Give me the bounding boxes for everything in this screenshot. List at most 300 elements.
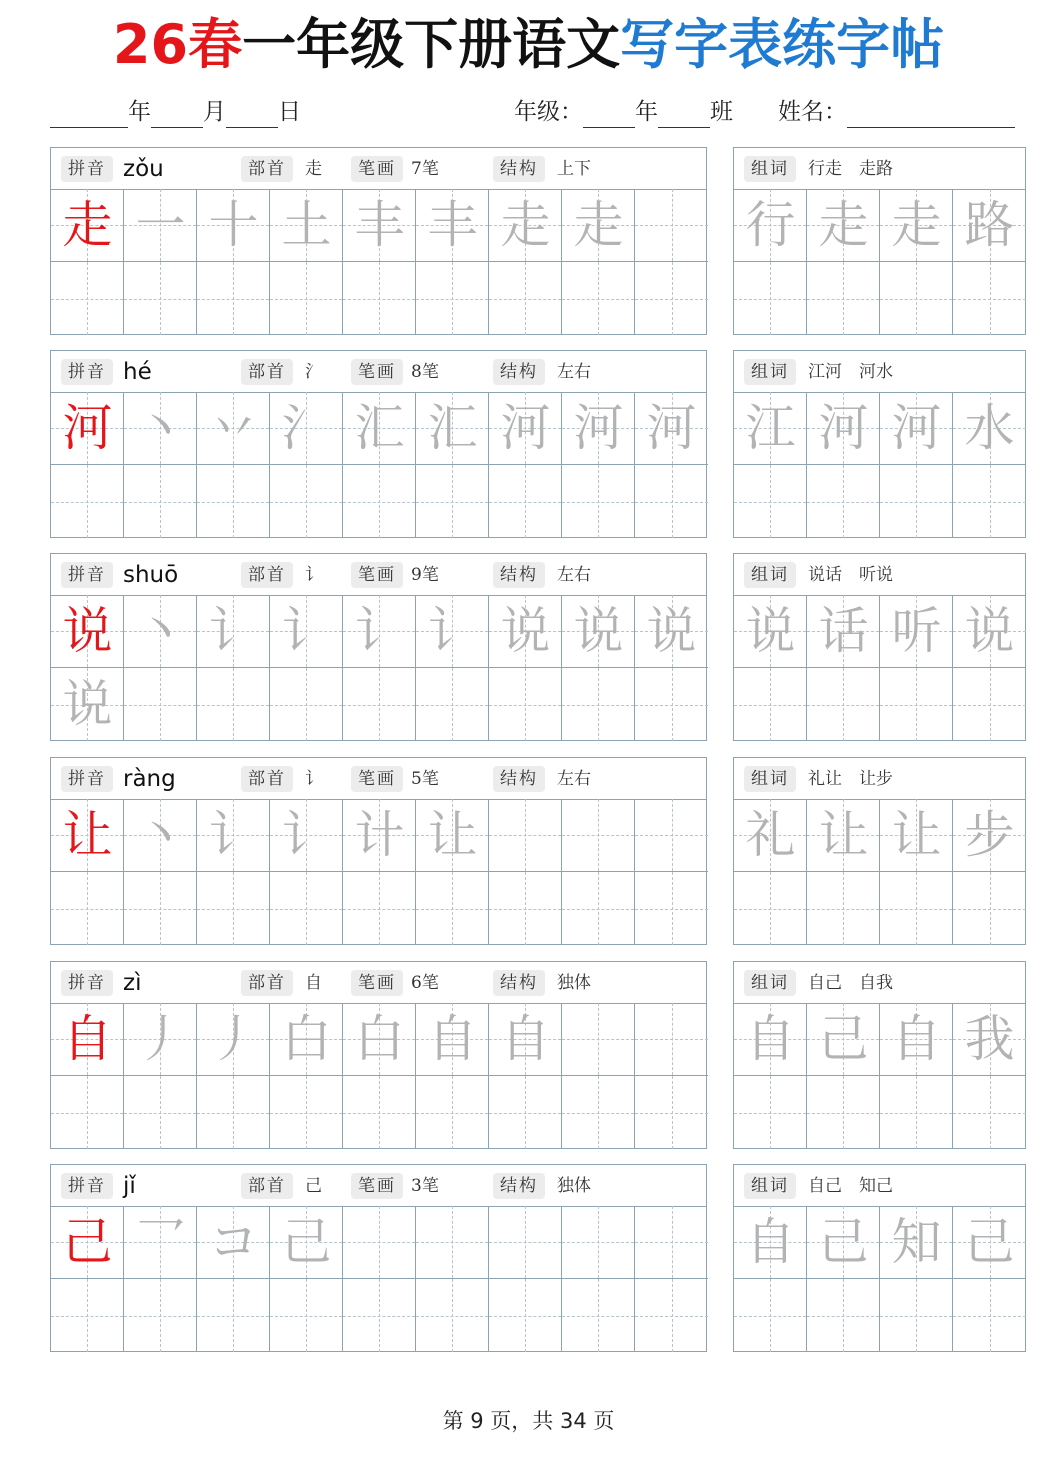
strokes-label: 笔画 xyxy=(351,562,403,588)
trace-character: 河 xyxy=(573,399,624,457)
word-trace-character: 己 xyxy=(964,1213,1015,1271)
grid-cell[interactable] xyxy=(416,1279,489,1352)
grid-cell[interactable] xyxy=(270,668,343,741)
pinyin-label: 拼音 xyxy=(61,156,113,182)
radical-value: 讠 xyxy=(305,565,322,585)
grid-cell[interactable] xyxy=(807,1076,880,1149)
grid-cell[interactable] xyxy=(489,465,562,538)
trace-character: 土 xyxy=(281,196,332,254)
grid-cell[interactable] xyxy=(562,262,635,335)
word-trace-character: 河 xyxy=(818,399,869,457)
grid-cell[interactable] xyxy=(416,262,489,335)
practice-grid xyxy=(51,392,708,538)
grid-cell[interactable] xyxy=(197,1076,270,1149)
radical-label: 部首 xyxy=(241,766,293,792)
grid-cell[interactable] xyxy=(416,799,489,872)
pinyin-value: zì xyxy=(123,970,142,996)
grid-cell[interactable] xyxy=(562,189,635,262)
grid-cell[interactable] xyxy=(880,872,953,945)
grid-cell[interactable] xyxy=(270,595,343,668)
grid-cell[interactable] xyxy=(562,1076,635,1149)
grid-cell[interactable] xyxy=(807,595,880,668)
grid-cell[interactable] xyxy=(635,872,708,945)
grid-cell[interactable] xyxy=(343,799,416,872)
grid-cell[interactable] xyxy=(270,1206,343,1279)
char-info-row xyxy=(51,758,706,800)
practice-grid xyxy=(51,1003,708,1149)
grid-cell[interactable] xyxy=(270,1279,343,1352)
grid-cell[interactable] xyxy=(124,392,197,465)
words-label: 组词 xyxy=(744,1173,796,1199)
date-name-line: 年 月 日 年级： 年 班 姓名： xyxy=(50,96,1025,130)
grid-cell[interactable] xyxy=(953,189,1026,262)
grid-cell[interactable] xyxy=(734,668,807,741)
stroke-practice-box xyxy=(50,1164,707,1352)
trace-character: 自 xyxy=(500,1010,551,1068)
grid-cell[interactable] xyxy=(270,189,343,262)
grid-cell[interactable] xyxy=(635,392,708,465)
strokes-label: 笔画 xyxy=(351,359,403,385)
model-character: 说 xyxy=(62,602,113,660)
grid-cell[interactable] xyxy=(489,189,562,262)
grid-cell[interactable] xyxy=(416,465,489,538)
trace-character: 自 xyxy=(427,1010,478,1068)
grid-cell[interactable] xyxy=(51,799,124,872)
trace-character: 说 xyxy=(500,602,551,660)
grid-cell[interactable] xyxy=(807,262,880,335)
structure-value: 独体 xyxy=(557,1176,591,1196)
strokes-label: 笔画 xyxy=(351,766,403,792)
word-grid xyxy=(734,392,1026,538)
words-label: 组词 xyxy=(744,766,796,792)
stroke-practice-box xyxy=(50,961,707,1149)
word-trace-character: 己 xyxy=(818,1213,869,1271)
words-info-row xyxy=(734,148,1025,190)
grid-cell[interactable] xyxy=(734,1279,807,1352)
structure-label: 结构 xyxy=(493,562,545,588)
grid-cell[interactable] xyxy=(51,1206,124,1279)
grid-cell[interactable] xyxy=(343,1076,416,1149)
stroke-practice-box xyxy=(50,757,707,945)
grid-cell[interactable] xyxy=(416,872,489,945)
grid-cell[interactable] xyxy=(124,1076,197,1149)
word-practice-box xyxy=(733,350,1026,538)
grid-cell[interactable] xyxy=(807,1279,880,1352)
grid-cell[interactable] xyxy=(124,668,197,741)
trace-character: 计 xyxy=(354,806,405,864)
trace-character: 白 xyxy=(281,1010,332,1068)
grid-cell[interactable] xyxy=(416,1206,489,1279)
structure-label: 结构 xyxy=(493,156,545,182)
grid-cell[interactable] xyxy=(880,595,953,668)
trace-character: 白 xyxy=(354,1010,405,1068)
pinyin-label: 拼音 xyxy=(61,359,113,385)
grid-cell[interactable] xyxy=(51,465,124,538)
pinyin-value: zǒu xyxy=(123,156,164,182)
structure-label: 结构 xyxy=(493,970,545,996)
word-practice-box xyxy=(733,757,1026,945)
grid-cell[interactable] xyxy=(489,799,562,872)
grid-cell[interactable] xyxy=(51,595,124,668)
grid-cell[interactable] xyxy=(953,392,1026,465)
grid-cell[interactable] xyxy=(807,872,880,945)
words-info-row xyxy=(734,1165,1025,1207)
grid-cell[interactable] xyxy=(51,262,124,335)
grid-cell[interactable] xyxy=(953,262,1026,335)
pinyin-value: shuō xyxy=(123,562,179,588)
word-trace-character: 步 xyxy=(964,806,1015,864)
grid-cell[interactable] xyxy=(807,392,880,465)
trace-character: 丷 xyxy=(208,399,259,457)
grid-cell[interactable] xyxy=(343,1003,416,1076)
grid-cell[interactable] xyxy=(953,799,1026,872)
grid-cell[interactable] xyxy=(489,392,562,465)
trace-character: 乛 xyxy=(135,1213,186,1271)
grid-cell[interactable] xyxy=(489,668,562,741)
trace-character: コ xyxy=(208,1213,259,1271)
grid-cell[interactable] xyxy=(635,668,708,741)
word-trace-character: 水 xyxy=(964,399,1015,457)
grid-cell[interactable] xyxy=(635,465,708,538)
grid-cell[interactable] xyxy=(635,1076,708,1149)
word-grid xyxy=(734,1003,1026,1149)
pinyin-value: ràng xyxy=(123,766,176,792)
grid-cell[interactable] xyxy=(953,872,1026,945)
grid-cell[interactable] xyxy=(734,1076,807,1149)
grid-cell[interactable] xyxy=(880,189,953,262)
grid-cell[interactable] xyxy=(197,668,270,741)
word-grid xyxy=(734,799,1026,945)
grid-cell[interactable] xyxy=(635,1206,708,1279)
pinyin-value: jǐ xyxy=(123,1173,136,1199)
trace-character: 讠 xyxy=(427,602,478,660)
trace-character: 河 xyxy=(500,399,551,457)
radical-label: 部首 xyxy=(241,359,293,385)
grid-cell[interactable] xyxy=(489,595,562,668)
strokes-value: 7笔 xyxy=(411,159,439,179)
words-info-row xyxy=(734,758,1025,800)
grid-cell[interactable] xyxy=(197,1206,270,1279)
practice-block xyxy=(0,147,1057,337)
radical-value: 自 xyxy=(305,973,322,993)
grid-cell[interactable] xyxy=(197,872,270,945)
words-info-row xyxy=(734,351,1025,393)
grid-cell[interactable] xyxy=(635,189,708,262)
grid-cell[interactable] xyxy=(562,1279,635,1352)
grid-cell[interactable] xyxy=(734,799,807,872)
grid-cell[interactable] xyxy=(343,668,416,741)
stroke-practice-box xyxy=(50,350,707,538)
grid-cell[interactable] xyxy=(416,1076,489,1149)
grid-cell[interactable] xyxy=(416,392,489,465)
grid-cell[interactable] xyxy=(880,668,953,741)
grid-cell[interactable] xyxy=(51,392,124,465)
grid-cell[interactable] xyxy=(416,189,489,262)
grid-cell[interactable] xyxy=(343,189,416,262)
grid-cell[interactable] xyxy=(807,1206,880,1279)
word-trace-character: 礼 xyxy=(745,806,796,864)
practice-grid xyxy=(51,799,708,945)
words-value: 江河 河水 xyxy=(808,362,893,382)
trace-character: 丿 xyxy=(135,1010,186,1068)
words-value: 自己 知己 xyxy=(808,1176,893,1196)
practice-grid xyxy=(51,189,708,335)
trace-character: 丰 xyxy=(354,196,405,254)
grid-cell[interactable] xyxy=(416,668,489,741)
stroke-practice-box xyxy=(50,147,707,335)
grid-cell[interactable] xyxy=(51,189,124,262)
trace-character: 说 xyxy=(573,602,624,660)
structure-label: 结构 xyxy=(493,1173,545,1199)
grid-cell[interactable] xyxy=(953,465,1026,538)
grid-cell[interactable] xyxy=(635,1279,708,1352)
grid-cell[interactable] xyxy=(734,1003,807,1076)
grid-cell[interactable] xyxy=(197,392,270,465)
word-trace-character: 说 xyxy=(964,602,1015,660)
grid-cell[interactable] xyxy=(953,1279,1026,1352)
structure-label: 结构 xyxy=(493,359,545,385)
grid-cell[interactable] xyxy=(270,799,343,872)
grid-cell[interactable] xyxy=(489,1206,562,1279)
trace-character: 讠 xyxy=(208,806,259,864)
radical-value: 己 xyxy=(305,1176,322,1196)
grid-cell[interactable] xyxy=(124,872,197,945)
grid-cell[interactable] xyxy=(343,1279,416,1352)
grid-cell[interactable] xyxy=(270,1003,343,1076)
grid-cell[interactable] xyxy=(807,668,880,741)
radical-label: 部首 xyxy=(241,1173,293,1199)
grid-cell[interactable] xyxy=(880,1206,953,1279)
word-trace-character: 让 xyxy=(818,806,869,864)
char-info-row xyxy=(51,351,706,393)
grid-cell[interactable] xyxy=(807,465,880,538)
word-practice-box xyxy=(733,1164,1026,1352)
trace-character: 讠 xyxy=(354,602,405,660)
word-trace-character: 走 xyxy=(891,196,942,254)
word-trace-character: 自 xyxy=(745,1213,796,1271)
word-trace-character: 听 xyxy=(891,602,942,660)
grid-cell[interactable] xyxy=(734,262,807,335)
grid-cell[interactable] xyxy=(124,1279,197,1352)
grid-cell[interactable] xyxy=(270,1076,343,1149)
trace-character: 己 xyxy=(281,1213,332,1271)
grid-cell[interactable] xyxy=(489,262,562,335)
model-character: 走 xyxy=(62,196,113,254)
model-character: 让 xyxy=(62,806,113,864)
grid-cell[interactable] xyxy=(635,595,708,668)
words-value: 说话 听说 xyxy=(808,565,893,585)
grid-cell[interactable] xyxy=(51,668,124,741)
grid-cell[interactable] xyxy=(807,799,880,872)
grid-cell[interactable] xyxy=(807,189,880,262)
grid-cell[interactable] xyxy=(51,1279,124,1352)
grid-cell[interactable] xyxy=(880,1279,953,1352)
grid-cell[interactable] xyxy=(197,799,270,872)
grid-cell[interactable] xyxy=(880,392,953,465)
grid-cell[interactable] xyxy=(635,1003,708,1076)
grid-cell[interactable] xyxy=(124,595,197,668)
grid-cell[interactable] xyxy=(953,1003,1026,1076)
grid-cell[interactable] xyxy=(734,595,807,668)
strokes-label: 笔画 xyxy=(351,970,403,996)
grid-cell[interactable] xyxy=(51,1076,124,1149)
grid-cell[interactable] xyxy=(124,1003,197,1076)
word-grid xyxy=(734,189,1026,335)
word-trace-character: 行 xyxy=(745,196,796,254)
words-label: 组词 xyxy=(744,359,796,385)
grid-cell[interactable] xyxy=(343,465,416,538)
page-footer: 第 9 页，共 34 页 xyxy=(442,1409,615,1433)
grid-cell[interactable] xyxy=(489,1279,562,1352)
char-info-row xyxy=(51,962,706,1004)
trace-character: 汇 xyxy=(427,399,478,457)
grid-cell[interactable] xyxy=(197,189,270,262)
grid-cell[interactable] xyxy=(197,1279,270,1352)
trace-character: 讠 xyxy=(281,602,332,660)
words-value: 自己 自我 xyxy=(808,973,893,993)
grid-cell[interactable] xyxy=(343,595,416,668)
grid-cell[interactable] xyxy=(562,799,635,872)
grid-cell[interactable] xyxy=(489,872,562,945)
strokes-value: 6笔 xyxy=(411,973,439,993)
structure-value: 上下 xyxy=(557,159,591,179)
words-value: 礼让 让步 xyxy=(808,769,893,789)
trace-character: 说 xyxy=(62,675,113,733)
grid-cell[interactable] xyxy=(880,1003,953,1076)
grid-cell[interactable] xyxy=(270,392,343,465)
pinyin-label: 拼音 xyxy=(61,970,113,996)
grid-cell[interactable] xyxy=(953,1076,1026,1149)
trace-character: 丶 xyxy=(135,399,186,457)
trace-character: 十 xyxy=(208,196,259,254)
grid-cell[interactable] xyxy=(562,392,635,465)
grid-cell[interactable] xyxy=(562,668,635,741)
practice-block xyxy=(0,350,1057,540)
practice-block xyxy=(0,1164,1057,1354)
trace-character: 汇 xyxy=(354,399,405,457)
trace-character: 一 xyxy=(135,196,186,254)
grid-cell[interactable] xyxy=(343,262,416,335)
grid-cell[interactable] xyxy=(124,1206,197,1279)
grid-cell[interactable] xyxy=(416,595,489,668)
practice-block xyxy=(0,961,1057,1151)
word-trace-character: 让 xyxy=(891,806,942,864)
word-trace-character: 我 xyxy=(964,1010,1015,1068)
grid-cell[interactable] xyxy=(489,1076,562,1149)
word-grid xyxy=(734,595,1026,741)
grid-cell[interactable] xyxy=(124,799,197,872)
word-trace-character: 河 xyxy=(891,399,942,457)
structure-label: 结构 xyxy=(493,766,545,792)
strokes-value: 9笔 xyxy=(411,565,439,585)
grid-cell[interactable] xyxy=(880,262,953,335)
word-trace-character: 自 xyxy=(745,1010,796,1068)
grid-cell[interactable] xyxy=(124,262,197,335)
grid-cell[interactable] xyxy=(51,1003,124,1076)
grid-cell[interactable] xyxy=(635,799,708,872)
grid-cell[interactable] xyxy=(953,1206,1026,1279)
grid-cell[interactable] xyxy=(807,1003,880,1076)
stroke-practice-box xyxy=(50,553,707,741)
model-character: 河 xyxy=(62,399,113,457)
structure-value: 左右 xyxy=(557,362,591,382)
structure-value: 左右 xyxy=(557,769,591,789)
trace-character: 走 xyxy=(573,196,624,254)
grid-cell[interactable] xyxy=(270,262,343,335)
grid-cell[interactable] xyxy=(197,262,270,335)
trace-character: 讠 xyxy=(281,806,332,864)
grid-cell[interactable] xyxy=(562,872,635,945)
grid-cell[interactable] xyxy=(343,392,416,465)
trace-character: 丿 xyxy=(208,1010,259,1068)
words-info-row xyxy=(734,962,1025,1004)
strokes-value: 3笔 xyxy=(411,1176,439,1196)
grid-cell[interactable] xyxy=(51,872,124,945)
trace-character: 丶 xyxy=(135,602,186,660)
practice-block xyxy=(0,553,1057,743)
grid-cell[interactable] xyxy=(953,668,1026,741)
grid-cell[interactable] xyxy=(343,872,416,945)
grid-cell[interactable] xyxy=(197,595,270,668)
grid-cell[interactable] xyxy=(562,1003,635,1076)
trace-character: 讠 xyxy=(208,602,259,660)
grid-cell[interactable] xyxy=(124,465,197,538)
strokes-label: 笔画 xyxy=(351,156,403,182)
grid-cell[interactable] xyxy=(124,189,197,262)
page-title: 26春一年级下册语文写字表练字帖 xyxy=(112,13,945,76)
grid-cell[interactable] xyxy=(734,872,807,945)
word-trace-character: 说 xyxy=(745,602,796,660)
grid-cell[interactable] xyxy=(562,1206,635,1279)
char-info-row xyxy=(51,1165,706,1207)
word-trace-character: 知 xyxy=(891,1213,942,1271)
grid-cell[interactable] xyxy=(880,465,953,538)
grid-cell[interactable] xyxy=(880,799,953,872)
word-practice-box xyxy=(733,147,1026,335)
grid-cell[interactable] xyxy=(270,465,343,538)
radical-label: 部首 xyxy=(241,156,293,182)
pinyin-label: 拼音 xyxy=(61,1173,113,1199)
practice-grid xyxy=(51,595,708,741)
trace-character: 河 xyxy=(646,399,697,457)
structure-value: 左右 xyxy=(557,565,591,585)
words-label: 组词 xyxy=(744,970,796,996)
practice-block xyxy=(0,757,1057,947)
words-value: 行走 走路 xyxy=(808,159,893,179)
grid-cell[interactable] xyxy=(343,1206,416,1279)
grid-cell[interactable] xyxy=(562,465,635,538)
grid-cell[interactable] xyxy=(197,465,270,538)
grid-cell[interactable] xyxy=(197,1003,270,1076)
grid-cell[interactable] xyxy=(880,1076,953,1149)
grid-cell[interactable] xyxy=(635,262,708,335)
grid-cell[interactable] xyxy=(734,189,807,262)
grid-cell[interactable] xyxy=(734,1206,807,1279)
grid-cell[interactable] xyxy=(953,595,1026,668)
grid-cell[interactable] xyxy=(416,1003,489,1076)
trace-character: 走 xyxy=(500,196,551,254)
grid-cell[interactable] xyxy=(734,465,807,538)
grid-cell[interactable] xyxy=(489,1003,562,1076)
grid-cell[interactable] xyxy=(562,595,635,668)
trace-character: 丰 xyxy=(427,196,478,254)
word-practice-box xyxy=(733,961,1026,1149)
radical-label: 部首 xyxy=(241,562,293,588)
grid-cell[interactable] xyxy=(270,872,343,945)
grid-cell[interactable] xyxy=(734,392,807,465)
strokes-value: 8笔 xyxy=(411,362,439,382)
word-trace-character: 话 xyxy=(818,602,869,660)
